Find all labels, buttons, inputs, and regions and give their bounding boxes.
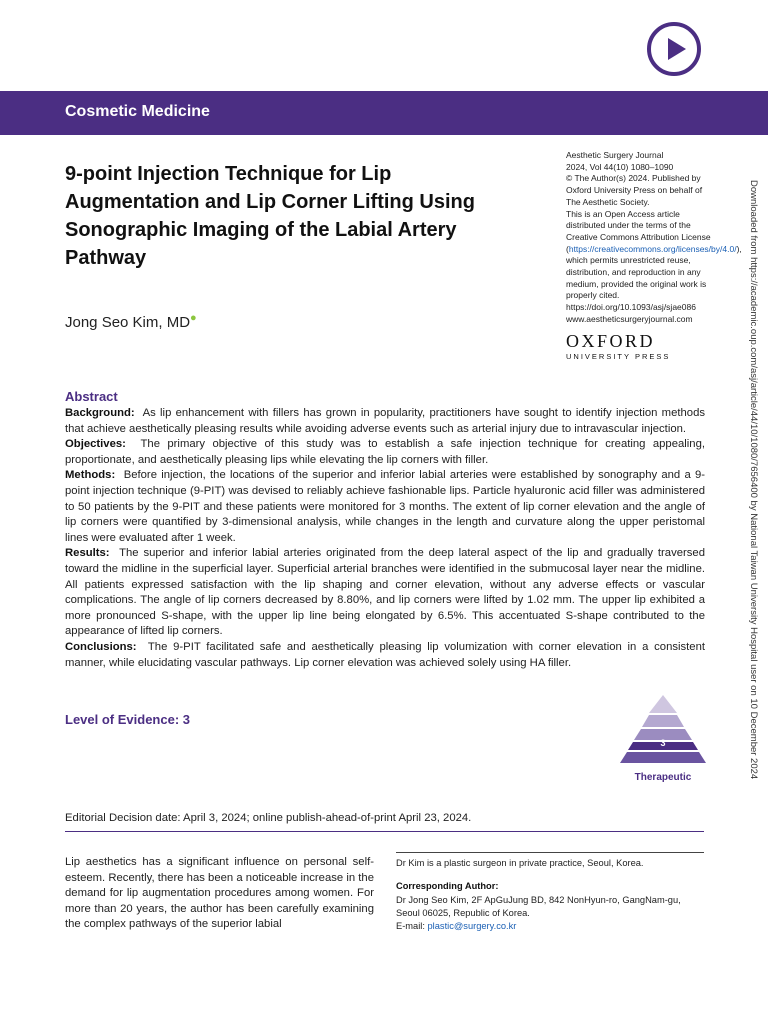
background-label: Background: [65, 407, 135, 419]
objectives-text: The primary objective of this study was to establish a safe injection technique for creating appealing, proportionate, and aesthetically pleasing lips while elevating the lip corners with filler. [65, 438, 705, 466]
download-notice-text: Downloaded from https://academic.oup.com/asj/article/44/10/1080/7656400 by National Taiwan University Hospital user on 10 December 2024 [748, 180, 759, 780]
journal-volume: 2024, Vol 44(10) 1080–1090 [566, 161, 674, 172]
corresponding-author-label: Corresponding Author: [396, 881, 499, 891]
methods-text: Before injection, the locations of the superior and inferior labial arteries were established by sonography and a 9-point injection technique (9-PIT) was devised to reliably achieve fashionable lips. Particle hyaluronic acid filler was administered to 50 patients by the 9-PIT and these patients were monitored for 3 months. The extent of lip corner elevation and the angle of lip corners were quantified by 3-dimensional analysis, while changes in the length and curvature along the upper peristomal lines were evaluated after 1 week. [65, 469, 706, 544]
abstract-heading: Abstract [65, 389, 118, 404]
methods-label: Methods: [65, 469, 116, 482]
divider [65, 831, 704, 832]
journal-info [566, 150, 742, 326]
background-text: As lip enhancement with fillers has grown in popularity, practitioners have sought to identify injection methods that achieve aesthetically pleasing results while avoiding adverse events such as arterial injury due to intravascular injection. [65, 407, 705, 435]
level-of-evidence: Level of Evidence: 3 [65, 712, 190, 727]
license-text-end: ), which permits unrestricted reuse, distribution, and reproduction in any medium, provided the original work is properly cited. [566, 243, 742, 301]
evidence-category: Therapeutic [634, 772, 692, 783]
results-text: The superior and inferior labial arteries originated from the deep lateral aspect of the lip and gradually traversed toward the midline in the superficial layer. Superficial arterial branches were identified in the submucosal layer near the midline. All patients expressed satisfaction with the lip shaping and corner elevation, without any adverse effects or vascular complications. The angle of lip corners decreased by 8.80%, and lip corners were lifted by 1.02 mm. The upper lip exhibited a more pronounced S-shape, with the upper lip line being elongated by 6.5%. This accentuated S-shape contributed to the appearance of lifted lip corners. [65, 547, 705, 638]
license-link[interactable]: https://creativecommons.org/licenses/by/4.0/ [568, 243, 737, 254]
abstract-objectives [65, 437, 705, 468]
editorial-decision: Editorial Decision date: April 3, 2024; online publish-ahead-of-print April 23, 2024. [65, 812, 472, 824]
publisher-subtitle: UNIVERSITY PRESS [566, 352, 671, 361]
journal-name: Aesthetic Surgery Journal [566, 150, 664, 160]
evidence-pyramid-icon [620, 695, 706, 771]
article-title: 9-point Injection Technique for Lip Augmentation and Lip Corner Lifting Using Sonographic Imaging of the Labial Artery Pathway [65, 163, 475, 269]
download-notice [745, 180, 759, 840]
results-label: Results: [65, 547, 110, 560]
corresponding-address: Dr Jong Seo Kim, 2F ApGuJung BD, 842 NonHyun-ro, GangNam-gu, Seoul 06025, Republic of Korea. [396, 895, 681, 918]
abstract-results [65, 546, 705, 640]
email-line [396, 920, 706, 933]
email-link[interactable]: plastic@surgery.co.kr [427, 921, 517, 931]
author-name: Jong Seo Kim, MD [65, 314, 191, 331]
abstract-body [65, 406, 705, 671]
license-notice [566, 208, 742, 303]
body-paragraph: Lip aesthetics has a significant influence on personal self-esteem. Recently, there has been a noticeable increase in the demand for lip augmentation procedures among women. For more than 20 years, the author has been carefully examining the complex pathways of the superior labial [65, 856, 374, 931]
section-label: Cosmetic Medicine [65, 103, 210, 120]
doi-link[interactable]: https://doi.org/10.1093/asj/sjae086 [566, 302, 696, 313]
abstract-conclusions [65, 640, 705, 671]
abstract-methods [65, 468, 705, 546]
email-label: E-mail: [396, 921, 428, 931]
conclusions-text: The 9-PIT facilitated safe and aesthetically pleasing lip volumization with corner elevation in a consistent manner, while elucidating vascular pathways. Lip corner elevation was achieved solely using HA filler. [65, 640, 705, 669]
orcid-icon[interactable]: ● [190, 312, 197, 324]
evidence-level-number: 3 [660, 738, 666, 748]
author-line [65, 312, 197, 331]
license-text-start: This is an Open Access article distributed under the terms of the Creative Commons Attribution License ( [566, 208, 711, 254]
section-banner [0, 91, 768, 135]
abstract-background [65, 406, 705, 437]
corresponding-author-details [396, 894, 706, 933]
footnote-divider [396, 852, 704, 853]
journal-website[interactable]: www.aestheticsurgeryjournal.com [566, 313, 693, 324]
copyright-notice: © The Author(s) 2024. Published by Oxford University Press on behalf of The Aesthetic Society. [566, 173, 703, 207]
play-button[interactable] [647, 22, 701, 76]
conclusions-label: Conclusions: [65, 640, 137, 653]
publisher-logo: OXFORD [566, 331, 656, 351]
author-affiliation: Dr Kim is a plastic surgeon in private practice, Seoul, Korea. [396, 858, 644, 868]
play-icon [651, 26, 697, 72]
objectives-label: Objectives: [65, 438, 126, 451]
